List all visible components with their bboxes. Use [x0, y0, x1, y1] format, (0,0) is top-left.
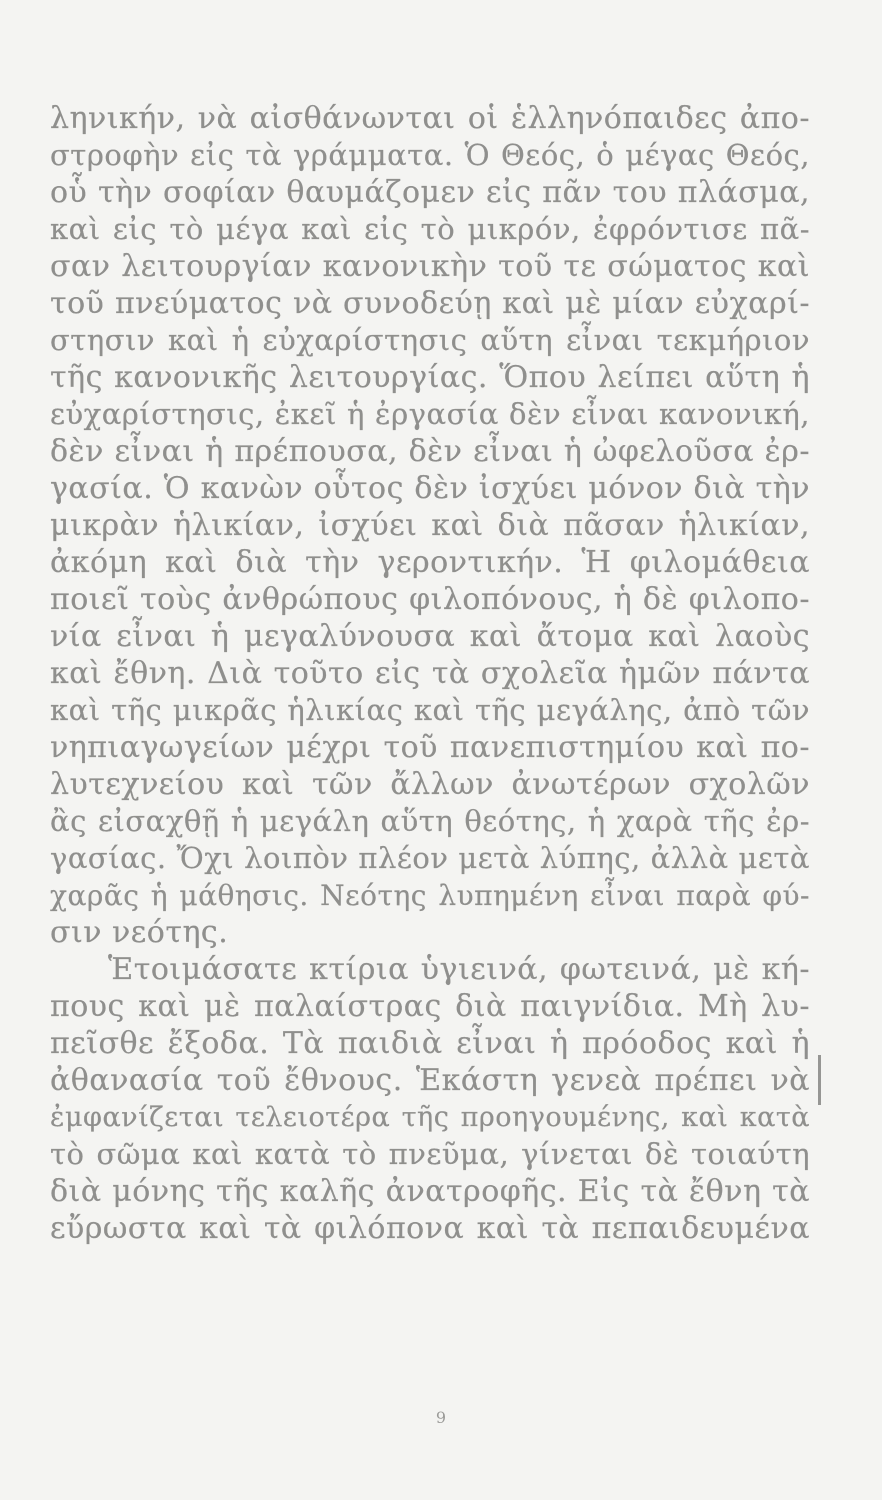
text-line: χαρᾶς ἡ μάθησις. Νεότης λυπημένη εἶναι παρὰ φύ-: [50, 879, 810, 912]
text-line: τῆς κανονικῆς λειτουργίας. Ὅπου λείπει αὕτη ἡ: [50, 360, 810, 395]
text-line: δὲν εἶναι ἡ πρέπουσα, δὲν εἶναι ἡ ὠφελοῦσα ἐρ-: [50, 434, 810, 469]
text-line: λυτεχνείου καὶ τῶν ἄλλων ἀνωτέρων σχολῶν: [50, 767, 810, 802]
text-line: τοῦ πνεύματος νὰ συνοδεύῃ καὶ μὲ μίαν εὐχαρί-: [50, 286, 810, 321]
text-line: σιν νεότης.: [50, 915, 229, 950]
body-text: [50, 100, 810, 1247]
text-line: ληνικήν, νὰ αἰσθάνωνται οἱ ἑλληνόπαιδες ἀπο-: [50, 101, 810, 136]
text-line: στροφὴν εἰς τὰ γράμματα. Ὁ Θεός, ὁ μέγας Θεός,: [50, 138, 810, 172]
text-line: καὶ ἔθνη. Διὰ τοῦτο εἰς τὰ σχολεῖα ἡμῶν πάντα: [50, 656, 810, 691]
text-line: στησιν καὶ ἡ εὐχαρίστησις αὕτη εἶναι τεκμήριον: [50, 323, 810, 357]
text-line: ἀκόμη καὶ διὰ τὴν γεροντικήν. Ἡ φιλομάθεια: [50, 545, 810, 580]
text-line: σαν λειτουργίαν κανονικὴν τοῦ τε σώματος καὶ: [50, 249, 810, 284]
text-line: εὐχαρίστησις, ἐκεῖ ἡ ἐργασία δὲν εἶναι κανονική,: [50, 397, 810, 431]
text-line: εὔρωστα καὶ τὰ φιλόπονα καὶ τὰ πεπαιδευμένα: [50, 1211, 810, 1246]
text-line: διὰ μόνης τῆς καλῆς ἀνατροφῆς. Εἰς τὰ ἔθνη τὰ: [50, 1174, 810, 1209]
text-line: νία εἶναι ἡ μεγαλύνουσα καὶ ἄτομα καὶ λαοὺς: [50, 619, 810, 654]
text-line: νηπιαγωγείων μέχρι τοῦ πανεπιστημίου καὶ πο-: [50, 730, 810, 765]
margin-mark: [818, 1055, 821, 1105]
text-line: μικρὰν ἡλικίαν, ἰσχύει καὶ διὰ πᾶσαν ἡλικίαν,: [50, 508, 810, 543]
page-number: 9: [435, 1408, 447, 1427]
text-line: καὶ εἰς τὸ μέγα καὶ εἰς τὸ μικρόν, ἐφρόντισε πᾶ-: [50, 212, 810, 246]
text-line: ἂς εἰσαχθῇ ἡ μεγάλη αὕτη θεότης, ἡ χαρὰ τῆς ἐρ-: [50, 804, 810, 838]
text-line: ἀθανασία τοῦ ἔθνους. Ἑκάστη γενεὰ πρέπει νὰ: [50, 1063, 810, 1098]
text-line: ἐμφανίζεται τελειοτέρα τῆς προηγουμένης, καὶ κατὰ: [50, 1102, 810, 1133]
text-line: Ἑτοιμάσατε κτίρια ὑγιεινά, φωτεινά, μὲ κή-: [108, 952, 810, 987]
text-line: γασία. Ὁ κανὼν οὗτος δὲν ἰσχύει μόνον διὰ τὴν: [50, 471, 810, 506]
text-line: καὶ τῆς μικρᾶς ἡλικίας καὶ τῆς μεγάλης, ἀπὸ τῶν: [50, 693, 810, 727]
text-line: πους καὶ μὲ παλαίστρας διὰ παιγνίδια. Μὴ λυ-: [50, 989, 810, 1024]
text-line: γασίας. Ὄχι λοιπὸν πλέον μετὰ λύπης, ἀλλὰ μετὰ: [50, 841, 810, 875]
text-line: πεῖσθε ἔξοδα. Τὰ παιδιὰ εἶναι ἡ πρόοδος καὶ ἡ: [50, 1026, 810, 1061]
text-line: ποιεῖ τοὺς ἀνθρώπους φιλοπόνους, ἡ δὲ φιλοπο-: [50, 582, 810, 617]
text-line: οὗ τὴν σοφίαν θαυμάζομεν εἰς πᾶν του πλάσμα,: [50, 175, 810, 210]
text-line: τὸ σῶμα καὶ κατὰ τὸ πνεῦμα, γίνεται δὲ τοιαύτη: [50, 1137, 810, 1171]
